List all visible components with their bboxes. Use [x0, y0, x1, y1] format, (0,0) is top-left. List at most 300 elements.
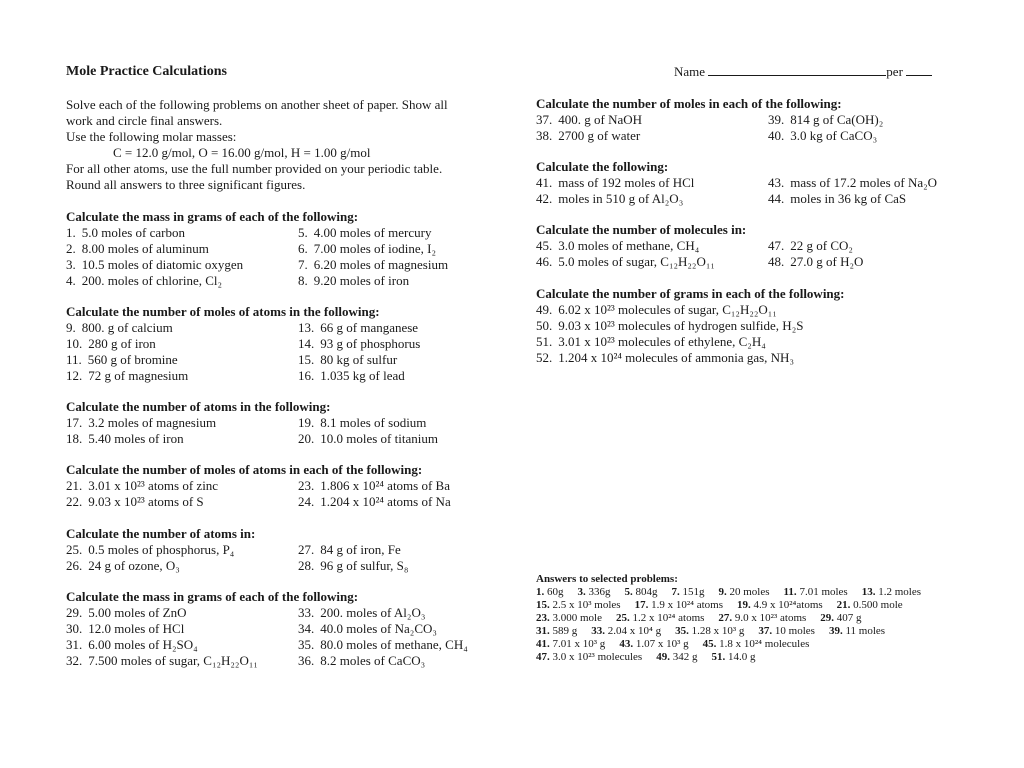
answer-value: 3.000 mole	[549, 612, 602, 624]
problem-text: 8.1 moles of sodium	[320, 415, 427, 430]
problem-item	[768, 175, 937, 191]
problem-text: 0.5 moles of phosphorus, P₄	[88, 542, 235, 557]
problem-item	[298, 320, 418, 336]
problem-row	[536, 128, 883, 144]
problem-row	[66, 637, 468, 653]
problem-row	[66, 431, 438, 447]
problem-text: 4.00 moles of mercury	[313, 225, 432, 240]
problem-item	[536, 350, 794, 366]
problem-row	[536, 191, 937, 207]
answer-number: 45.	[702, 638, 717, 650]
problem-text: 1.204 x 10²⁴ atoms of Na	[320, 494, 451, 509]
answer-item	[536, 638, 605, 651]
problem-number: 24.	[298, 494, 315, 509]
problem-text: 1.035 kg of lead	[320, 368, 405, 383]
answers-row	[536, 651, 935, 664]
problem-number: 47.	[768, 238, 785, 253]
problem-item	[536, 191, 768, 207]
answer-value: 151g	[679, 586, 705, 598]
answer-value: 2.04 x 10⁴ g	[605, 625, 662, 637]
answer-item	[635, 599, 723, 612]
answer-value: 10 moles	[772, 625, 815, 637]
problem-number: 31.	[66, 637, 83, 652]
answer-number: 37.	[758, 625, 773, 637]
problem-number: 18.	[66, 431, 83, 446]
answer-value: 20 moles	[726, 586, 770, 598]
problem-text: 72 g of magnesium	[88, 368, 189, 383]
problem-number: 43.	[768, 175, 785, 190]
answer-value: 14.0 g	[725, 651, 756, 663]
problem-number: 1.	[66, 225, 76, 240]
answer-number: 33.	[591, 625, 605, 637]
answer-item	[784, 586, 848, 599]
problem-number: 50.	[536, 318, 553, 333]
problem-number: 15.	[298, 352, 315, 367]
problem-text: 3.01 x 10²³ molecules of ethylene, C₂H₄	[558, 334, 766, 349]
problem-item	[298, 621, 437, 637]
problem-number: 14.	[298, 336, 315, 351]
problem-number: 16.	[298, 368, 315, 383]
problem-text: 80.0 moles of methane, CH₄	[320, 637, 468, 652]
problem-number: 46.	[536, 254, 553, 269]
problem-row	[66, 494, 451, 510]
answer-item	[837, 599, 903, 612]
problem-text: 5.40 moles of iron	[88, 431, 184, 446]
problem-item	[66, 431, 298, 447]
problem-text: 96 g of sulfur, S₈	[320, 558, 409, 573]
answer-item	[820, 612, 861, 625]
problem-number: 41.	[536, 175, 553, 190]
problem-text: 27.0 g of H₂O	[790, 254, 864, 269]
section-number-of-atoms-in	[66, 526, 408, 574]
problem-item	[768, 112, 883, 128]
answer-number: 5.	[624, 586, 633, 598]
problem-row	[66, 653, 468, 669]
problem-number: 45.	[536, 238, 553, 253]
problem-item	[66, 621, 298, 637]
answer-number: 25.	[616, 612, 630, 624]
answer-value: 1.07 x 10³ g	[633, 638, 689, 650]
problem-row	[66, 273, 448, 289]
problem-item	[536, 238, 768, 254]
problem-row	[536, 350, 844, 366]
name-blank-field[interactable]	[708, 65, 886, 76]
problem-item	[768, 238, 853, 254]
problem-item	[66, 415, 298, 431]
answer-item	[711, 651, 755, 664]
problem-number: 38.	[536, 128, 553, 143]
problem-item	[298, 494, 451, 510]
answer-value: 0.500 mole	[850, 599, 903, 611]
problem-text: 2700 g of water	[558, 128, 641, 143]
problem-text: mass of 17.2 moles of Na₂O	[790, 175, 938, 190]
problem-item	[66, 273, 298, 289]
answer-item	[656, 651, 697, 664]
problem-item	[536, 254, 768, 270]
problem-row	[536, 254, 863, 270]
problem-number: 4.	[66, 273, 76, 288]
section-calculate-following	[536, 159, 937, 207]
problem-text: 66 g of manganese	[320, 320, 419, 335]
problem-row	[66, 320, 420, 336]
problem-number: 51.	[536, 334, 553, 349]
problem-number: 37.	[536, 112, 553, 127]
answer-number: 27.	[718, 612, 733, 624]
problem-item	[536, 334, 766, 350]
problem-text: 800. g of calcium	[81, 320, 173, 335]
problem-text: 3.0 moles of methane, CH₄	[558, 238, 700, 253]
problem-item	[66, 352, 298, 368]
problem-item	[536, 112, 768, 128]
section-heading: Calculate the number of moles in each of the following:	[536, 96, 842, 111]
answers-row	[536, 586, 935, 599]
answer-number: 3.	[577, 586, 586, 598]
section-number-of-molecules	[536, 222, 863, 270]
problem-number: 23.	[298, 478, 315, 493]
problem-item	[298, 336, 420, 352]
problem-number: 48.	[768, 254, 785, 269]
problem-text: 84 g of iron, Fe	[320, 542, 401, 557]
problem-row	[536, 318, 844, 334]
answers-row	[536, 625, 935, 638]
instructions-line: For all other atoms, use the full number provided on your periodic table.	[66, 161, 443, 176]
instructions-line: work and circle final answers.	[66, 113, 223, 128]
problem-row	[66, 415, 438, 431]
problem-text: 814 g of Ca(OH)₂	[790, 112, 884, 127]
problem-item	[66, 494, 298, 510]
problem-item	[298, 605, 425, 621]
problem-item	[298, 368, 405, 384]
answer-item	[616, 612, 704, 625]
problem-text: 8.00 moles of aluminum	[81, 241, 209, 256]
answer-item	[703, 638, 810, 651]
problem-text: 22 g of CO₂	[790, 238, 853, 253]
instructions-line: Solve each of the following problems on another sheet of paper. Show all	[66, 97, 448, 112]
problem-number: 35.	[298, 637, 315, 652]
problem-text: 560 g of bromine	[87, 352, 178, 367]
problem-number: 12.	[66, 368, 83, 383]
problem-item	[298, 431, 438, 447]
answer-value: 1.8 x 10²⁴ molecules	[716, 638, 810, 650]
problem-number: 7.	[298, 257, 308, 272]
section-moles-of-atoms-each	[66, 462, 451, 510]
problem-number: 32.	[66, 653, 83, 668]
problem-item	[536, 175, 768, 191]
answers-row	[536, 612, 935, 625]
problem-item	[66, 257, 298, 273]
answer-value: 1.2 x 10²⁴ atoms	[629, 612, 705, 624]
answer-number: 41.	[536, 638, 550, 650]
problem-item	[536, 302, 777, 318]
problem-row	[66, 542, 408, 558]
problem-number: 34.	[298, 621, 315, 636]
problem-text: 3.0 kg of CaCO₃	[790, 128, 878, 143]
problem-item	[298, 257, 448, 273]
answer-item	[625, 586, 658, 599]
answer-number: 11.	[783, 586, 797, 598]
answer-item	[758, 625, 815, 638]
problem-item	[298, 542, 401, 558]
problem-number: 39.	[768, 112, 785, 127]
section-heading: Calculate the number of atoms in the following:	[66, 399, 331, 414]
problem-text: 200. moles of Al₂O₃	[320, 605, 426, 620]
problem-number: 42.	[536, 191, 553, 206]
problem-item	[768, 191, 906, 207]
answer-value: 336g	[585, 586, 611, 598]
problem-number: 3.	[66, 257, 76, 272]
problem-item	[66, 542, 298, 558]
problem-text: 24 g of ozone, O₃	[88, 558, 180, 573]
problem-item	[66, 653, 298, 669]
problem-row	[536, 175, 937, 191]
problem-item	[66, 336, 298, 352]
answer-number: 49.	[656, 651, 670, 663]
answer-number: 35.	[675, 625, 689, 637]
problem-text: 5.0 moles of carbon	[81, 225, 186, 240]
answer-value: 60g	[544, 586, 564, 598]
problem-number: 13.	[298, 320, 315, 335]
problem-number: 26.	[66, 558, 83, 573]
problem-row	[536, 238, 863, 254]
problem-item	[536, 318, 803, 334]
section-heading: Calculate the number of grams in each of the following:	[536, 286, 845, 301]
name-label: Name	[674, 64, 706, 79]
problem-number: 52.	[536, 350, 553, 365]
problem-row	[66, 257, 448, 273]
period-label: per	[886, 64, 903, 79]
answer-value: 4.9 x 10²⁴atoms	[750, 599, 823, 611]
problem-row	[66, 621, 468, 637]
answer-number: 51.	[711, 651, 726, 663]
problem-text: 9.20 moles of iron	[313, 273, 410, 288]
problem-item	[66, 368, 298, 384]
problem-number: 19.	[298, 415, 315, 430]
answer-item	[719, 586, 770, 599]
problem-row	[66, 352, 420, 368]
answers-block	[536, 573, 935, 664]
answer-number: 31.	[536, 625, 550, 637]
instructions-line: Use the following molar masses:	[66, 129, 237, 144]
problem-text: 10.5 moles of diatomic oxygen	[81, 257, 244, 272]
problem-number: 10.	[66, 336, 83, 351]
problem-item	[66, 320, 298, 336]
problem-text: 3.2 moles of magnesium	[88, 415, 217, 430]
answer-value: 1.2 moles	[875, 586, 921, 598]
problem-text: 5.0 moles of sugar, C₁₂H₂₂O₁₁	[558, 254, 715, 269]
problem-number: 36.	[298, 653, 315, 668]
name-period-line	[674, 64, 932, 80]
problem-number: 28.	[298, 558, 315, 573]
answer-value: 7.01 x 10³ g	[549, 638, 606, 650]
problem-text: 6.02 x 10²³ molecules of sugar, C₁₂H₂₂O₁₁	[558, 302, 777, 317]
problem-text: moles in 36 kg of CaS	[790, 191, 907, 206]
section-moles-of-atoms	[66, 304, 420, 384]
answer-value: 7.01 moles	[796, 586, 848, 598]
problem-number: 29.	[66, 605, 83, 620]
problem-row	[66, 478, 451, 494]
answer-number: 47.	[536, 651, 550, 663]
problem-number: 44.	[768, 191, 785, 206]
answers-row	[536, 599, 935, 612]
answer-item	[737, 599, 823, 612]
problem-row	[66, 225, 448, 241]
answer-value: 1.28 x 10³ g	[688, 625, 745, 637]
problem-number: 25.	[66, 542, 83, 557]
molar-masses: C = 12.0 g/mol, O = 16.00 g/mol, H = 1.00 g/mol	[113, 145, 371, 160]
problem-number: 22.	[66, 494, 83, 509]
answer-value: 2.5 x 10³ moles	[549, 599, 621, 611]
answer-item	[675, 625, 744, 638]
answers-heading: Answers to selected problems:	[536, 573, 678, 585]
section-number-of-atoms	[66, 399, 438, 447]
problem-text: 93 g of phosphorus	[320, 336, 421, 351]
problem-item	[298, 415, 426, 431]
answer-item	[862, 586, 921, 599]
period-blank-field[interactable]	[906, 65, 932, 76]
section-heading: Calculate the number of molecules in:	[536, 222, 747, 237]
problem-text: 7.500 moles of sugar, C₁₂H₂₂O₁₁	[88, 653, 258, 668]
problem-text: 8.2 moles of CaCO₃	[320, 653, 426, 668]
problem-number: 6.	[298, 241, 308, 256]
problem-text: 5.00 moles of ZnO	[88, 605, 187, 620]
answer-number: 43.	[619, 638, 634, 650]
section-number-of-grams	[536, 286, 844, 366]
problem-item	[66, 558, 298, 574]
problem-text: 9.03 x 10²³ molecules of hydrogen sulfide, H₂S	[558, 318, 804, 333]
answer-number: 23.	[536, 612, 550, 624]
problem-text: 400. g of NaOH	[558, 112, 643, 127]
problem-row	[66, 368, 420, 384]
problem-number: 33.	[298, 605, 315, 620]
problem-item	[768, 254, 863, 270]
answer-item	[536, 612, 602, 625]
problem-item	[66, 637, 298, 653]
problem-row	[66, 241, 448, 257]
problem-item	[66, 241, 298, 257]
problem-item	[298, 478, 450, 494]
answer-number: 21.	[836, 599, 851, 611]
problem-number: 49.	[536, 302, 553, 317]
answer-item	[578, 586, 611, 599]
problem-number: 9.	[66, 320, 76, 335]
problem-item	[298, 241, 436, 257]
answer-item	[619, 638, 688, 651]
problem-item	[298, 637, 468, 653]
problem-text: 1.204 x 10²⁴ molecules of ammonia gas, NH₃	[558, 350, 794, 365]
problem-text: 6.00 moles of H₂SO₄	[88, 637, 198, 652]
section-heading: Calculate the following:	[536, 159, 669, 174]
answer-item	[591, 625, 661, 638]
answer-value: 589 g	[549, 625, 578, 637]
answer-value: 1.9 x 10²⁴ atoms	[648, 599, 723, 611]
problem-item	[298, 273, 409, 289]
problem-item	[536, 128, 768, 144]
problem-text: 200. moles of chlorine, Cl₂	[81, 273, 223, 288]
answer-number: 19.	[737, 599, 751, 611]
problem-row	[66, 605, 468, 621]
section-number-of-moles	[536, 96, 883, 144]
problem-number: 11.	[66, 352, 82, 367]
problem-text: 3.01 x 10²³ atoms of zinc	[88, 478, 219, 493]
worksheet-title: Mole Practice Calculations	[66, 64, 227, 79]
problem-number: 17.	[66, 415, 83, 430]
answers-row	[536, 638, 935, 651]
problem-item	[298, 352, 397, 368]
problem-text: 10.0 moles of titanium	[320, 431, 438, 446]
problem-text: 40.0 moles of Na₂CO₃	[320, 621, 437, 636]
problem-number: 21.	[66, 478, 83, 493]
answer-value: 3.0 x 10²³ molecules	[549, 651, 643, 663]
problem-item	[66, 478, 298, 494]
problem-item	[66, 605, 298, 621]
answer-number: 13.	[861, 586, 876, 598]
section-heading: Calculate the number of moles of atoms in the following:	[66, 304, 380, 319]
section-mass-grams-2	[66, 589, 468, 669]
problem-number: 8.	[298, 273, 308, 288]
problem-number: 40.	[768, 128, 785, 143]
problem-row	[536, 334, 844, 350]
problem-text: 9.03 x 10²³ atoms of S	[88, 494, 204, 509]
problem-row	[66, 336, 420, 352]
answer-value: 9.0 x 10²³ atoms	[732, 612, 807, 624]
instructions	[66, 97, 448, 193]
problem-item	[66, 225, 298, 241]
problem-number: 5.	[298, 225, 308, 240]
problem-number: 30.	[66, 621, 83, 636]
section-heading: Calculate the number of atoms in:	[66, 526, 256, 541]
problem-number: 27.	[298, 542, 315, 557]
problem-row	[536, 302, 844, 318]
problem-row	[536, 112, 883, 128]
answer-value: 342 g	[669, 651, 698, 663]
problem-item	[768, 128, 877, 144]
problem-number: 2.	[66, 241, 76, 256]
instructions-line: Round all answers to three significant figures.	[66, 177, 306, 192]
answer-item	[536, 651, 642, 664]
answer-number: 1.	[536, 586, 545, 598]
answer-number: 7.	[671, 586, 680, 598]
answer-number: 9.	[718, 586, 727, 598]
problem-number: 20.	[298, 431, 315, 446]
section-heading: Calculate the number of moles of atoms in each of the following:	[66, 462, 423, 477]
section-mass-grams-1	[66, 209, 448, 289]
problem-text: 280 g of iron	[88, 336, 156, 351]
problem-item	[298, 653, 425, 669]
problem-text: 6.20 moles of magnesium	[313, 257, 449, 272]
answer-item	[536, 599, 621, 612]
answer-item	[672, 586, 705, 599]
answer-number: 29.	[820, 612, 835, 624]
answer-value: 407 g	[834, 612, 862, 624]
answer-number: 15.	[536, 599, 550, 611]
section-heading: Calculate the mass in grams of each of the following:	[66, 209, 359, 224]
problem-text: 7.00 moles of iodine, I₂	[313, 241, 436, 256]
problem-text: 12.0 moles of HCl	[88, 621, 185, 636]
answer-value: 804g	[632, 586, 658, 598]
problem-item	[298, 225, 431, 241]
problem-text: mass of 192 moles of HCl	[558, 175, 695, 190]
section-heading: Calculate the mass in grams of each of the following:	[66, 589, 359, 604]
answer-number: 17.	[634, 599, 649, 611]
answer-item	[536, 586, 564, 599]
answer-item	[829, 625, 885, 638]
problem-text: moles in 510 g of Al₂O₃	[558, 191, 684, 206]
problem-text: 80 kg of sulfur	[320, 352, 398, 367]
problem-item	[298, 558, 408, 574]
answer-item	[718, 612, 806, 625]
problem-row	[66, 558, 408, 574]
answer-item	[536, 625, 577, 638]
